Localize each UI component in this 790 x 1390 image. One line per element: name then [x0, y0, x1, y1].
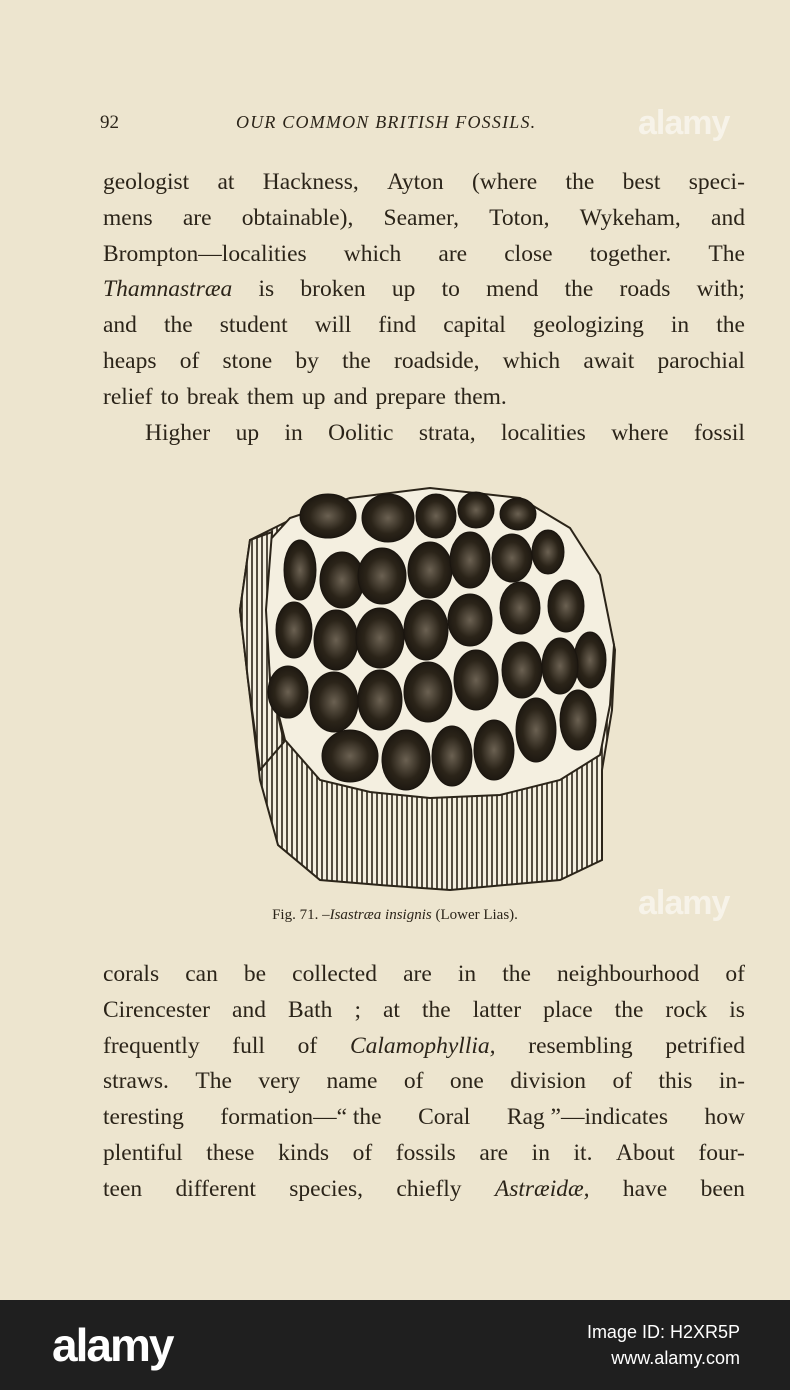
- word: geologist: [103, 169, 190, 195]
- word: where: [611, 419, 669, 446]
- word: resembling: [528, 1032, 633, 1059]
- word: in: [457, 961, 477, 987]
- word: and: [333, 383, 368, 410]
- word: species,: [289, 1175, 363, 1202]
- word: together.: [589, 240, 672, 267]
- word: the: [564, 276, 594, 303]
- word: by: [295, 347, 319, 374]
- word: capital: [443, 312, 506, 339]
- word: straws.: [103, 1068, 169, 1095]
- word: (where: [471, 169, 538, 195]
- caption-species: Isastræa insignis: [329, 907, 432, 923]
- word: place: [543, 996, 593, 1023]
- word: of: [403, 1068, 424, 1095]
- watermark-logo: alamy: [638, 884, 730, 922]
- word: up: [302, 383, 326, 410]
- word: Seamer,: [383, 204, 459, 231]
- word: the: [716, 312, 745, 339]
- word: this: [658, 1068, 693, 1095]
- word: corals: [103, 961, 160, 987]
- word: the: [422, 996, 451, 1023]
- word: fossils: [395, 1139, 456, 1166]
- word: close: [504, 240, 553, 267]
- word: Hackness,: [262, 169, 359, 195]
- figure-caption: [0, 907, 790, 924]
- word: them: [247, 383, 295, 410]
- caption-label: Fig. 71. –: [272, 907, 330, 923]
- word: it.: [573, 1139, 593, 1166]
- word: localities: [500, 419, 586, 446]
- word: the: [565, 169, 595, 195]
- word: Ayton: [387, 169, 444, 195]
- site-url[interactable]: www.alamy.com: [611, 1348, 740, 1368]
- word: About: [616, 1139, 675, 1166]
- word: stone: [222, 347, 273, 374]
- word: Oolitic: [328, 419, 394, 446]
- text-line: [103, 993, 745, 1029]
- word: await: [583, 347, 635, 374]
- word: be: [243, 961, 267, 987]
- word: the: [502, 961, 531, 987]
- word: of: [352, 1139, 373, 1166]
- word: to: [441, 276, 460, 303]
- word: The: [195, 1068, 232, 1095]
- word: relief: [103, 383, 153, 410]
- word: Bath: [288, 996, 333, 1023]
- word: best: [622, 169, 661, 195]
- caption-age: (Lower Lias).: [435, 907, 518, 923]
- italic-genus-name: Calamophyllia,: [349, 1032, 496, 1059]
- word: how: [704, 1104, 745, 1131]
- text-line: [103, 308, 745, 344]
- word: roadside,: [394, 347, 480, 374]
- word: and: [103, 312, 137, 339]
- text-line: [103, 1064, 745, 1100]
- word: at: [383, 996, 400, 1023]
- word: name: [326, 1068, 378, 1095]
- word: been: [700, 1175, 745, 1202]
- word: up: [391, 276, 416, 303]
- text-line: [103, 1029, 745, 1065]
- page-header: [100, 112, 645, 142]
- lower-paragraph: [103, 957, 745, 1208]
- word: kinds: [278, 1139, 330, 1166]
- word: of: [179, 347, 200, 374]
- word: of: [725, 961, 745, 987]
- word: The: [708, 240, 745, 267]
- text-line: [103, 957, 745, 993]
- word: neighbourhood: [556, 961, 700, 987]
- word: have: [622, 1175, 668, 1202]
- word: obtainable),: [241, 204, 354, 231]
- word: which: [502, 347, 561, 374]
- word: teresting: [103, 1104, 184, 1131]
- word: teen: [103, 1175, 143, 1202]
- word: student: [219, 312, 288, 339]
- word: find: [378, 312, 417, 339]
- word: Wykeham,: [579, 204, 681, 231]
- word: petrified: [665, 1032, 745, 1059]
- stock-footer-bar: [0, 1300, 790, 1390]
- word: strata,: [418, 419, 476, 446]
- word: very: [258, 1068, 301, 1095]
- word: latter: [472, 996, 522, 1023]
- word: Higher: [145, 419, 211, 446]
- word: are: [403, 961, 432, 987]
- word: four-: [698, 1139, 745, 1166]
- word: are: [182, 204, 212, 231]
- word: can: [185, 961, 218, 987]
- word: are: [479, 1139, 509, 1166]
- word: will: [314, 312, 352, 339]
- text-line: [103, 165, 745, 201]
- word: heaps: [103, 347, 157, 374]
- word: them.: [453, 383, 507, 410]
- word: Rag ”—indicates: [506, 1104, 669, 1131]
- italic-genus-name: Thamnastræa: [103, 276, 233, 303]
- word: Coral: [418, 1104, 471, 1131]
- word: in: [284, 419, 303, 446]
- word: broken: [300, 276, 366, 303]
- word: and: [232, 996, 266, 1023]
- page-number: 92: [100, 112, 119, 133]
- word: up: [235, 419, 260, 446]
- word: of: [297, 1032, 318, 1059]
- word: in: [531, 1139, 550, 1166]
- word: in-: [718, 1068, 745, 1095]
- word: and: [711, 204, 745, 231]
- word: chiefly: [396, 1175, 462, 1202]
- text-line: [103, 1136, 745, 1172]
- word: the: [342, 347, 371, 374]
- word: roads: [619, 276, 671, 303]
- text-line: [103, 1172, 745, 1208]
- word: frequently: [103, 1032, 200, 1059]
- text-line: [103, 201, 745, 237]
- word: is: [729, 996, 745, 1023]
- word: one: [449, 1068, 484, 1095]
- word: geologizing: [532, 312, 644, 339]
- word: ;: [354, 996, 361, 1023]
- alamy-logo: alamy: [52, 1319, 173, 1371]
- running-title: OUR COMMON BRITISH FOSSILS.: [236, 112, 537, 132]
- word: different: [175, 1175, 256, 1202]
- word: fossil: [693, 419, 745, 446]
- coral-fossil-illustration: [230, 480, 620, 900]
- word: with;: [696, 276, 745, 303]
- word: formation—“ the: [220, 1104, 382, 1131]
- text-line: [103, 272, 745, 308]
- italic-family-name: Astræidæ,: [494, 1175, 590, 1202]
- word: Cirencester: [103, 996, 211, 1023]
- word: break: [186, 383, 240, 410]
- text-line: [103, 380, 745, 416]
- word: division: [510, 1068, 586, 1095]
- text-line: [103, 1100, 745, 1136]
- word: prepare: [375, 383, 446, 410]
- word: of: [612, 1068, 633, 1095]
- word: in: [670, 312, 690, 339]
- word: are: [438, 240, 468, 267]
- image-id: Image ID: H2XR5P: [586, 1322, 740, 1342]
- word: parochial: [657, 347, 745, 374]
- word: rock: [665, 996, 708, 1023]
- text-line: [103, 416, 745, 452]
- word: plentiful: [103, 1139, 183, 1166]
- text-line: [103, 237, 745, 273]
- word: Brompton—localities: [103, 240, 307, 267]
- word: speci-: [688, 169, 745, 195]
- upper-paragraph: [103, 165, 745, 451]
- word: is: [258, 276, 275, 303]
- word: which: [343, 240, 402, 267]
- word: the: [163, 312, 193, 339]
- word: Toton,: [489, 204, 550, 231]
- word: mend: [486, 276, 539, 303]
- text-line: [103, 344, 745, 380]
- watermark-logo: alamy: [638, 104, 730, 142]
- word: mens: [103, 204, 153, 231]
- word: collected: [292, 961, 377, 987]
- word: these: [206, 1139, 255, 1166]
- word: at: [217, 169, 235, 195]
- word: to: [160, 383, 179, 410]
- word: the: [614, 996, 644, 1023]
- word: full: [232, 1032, 265, 1059]
